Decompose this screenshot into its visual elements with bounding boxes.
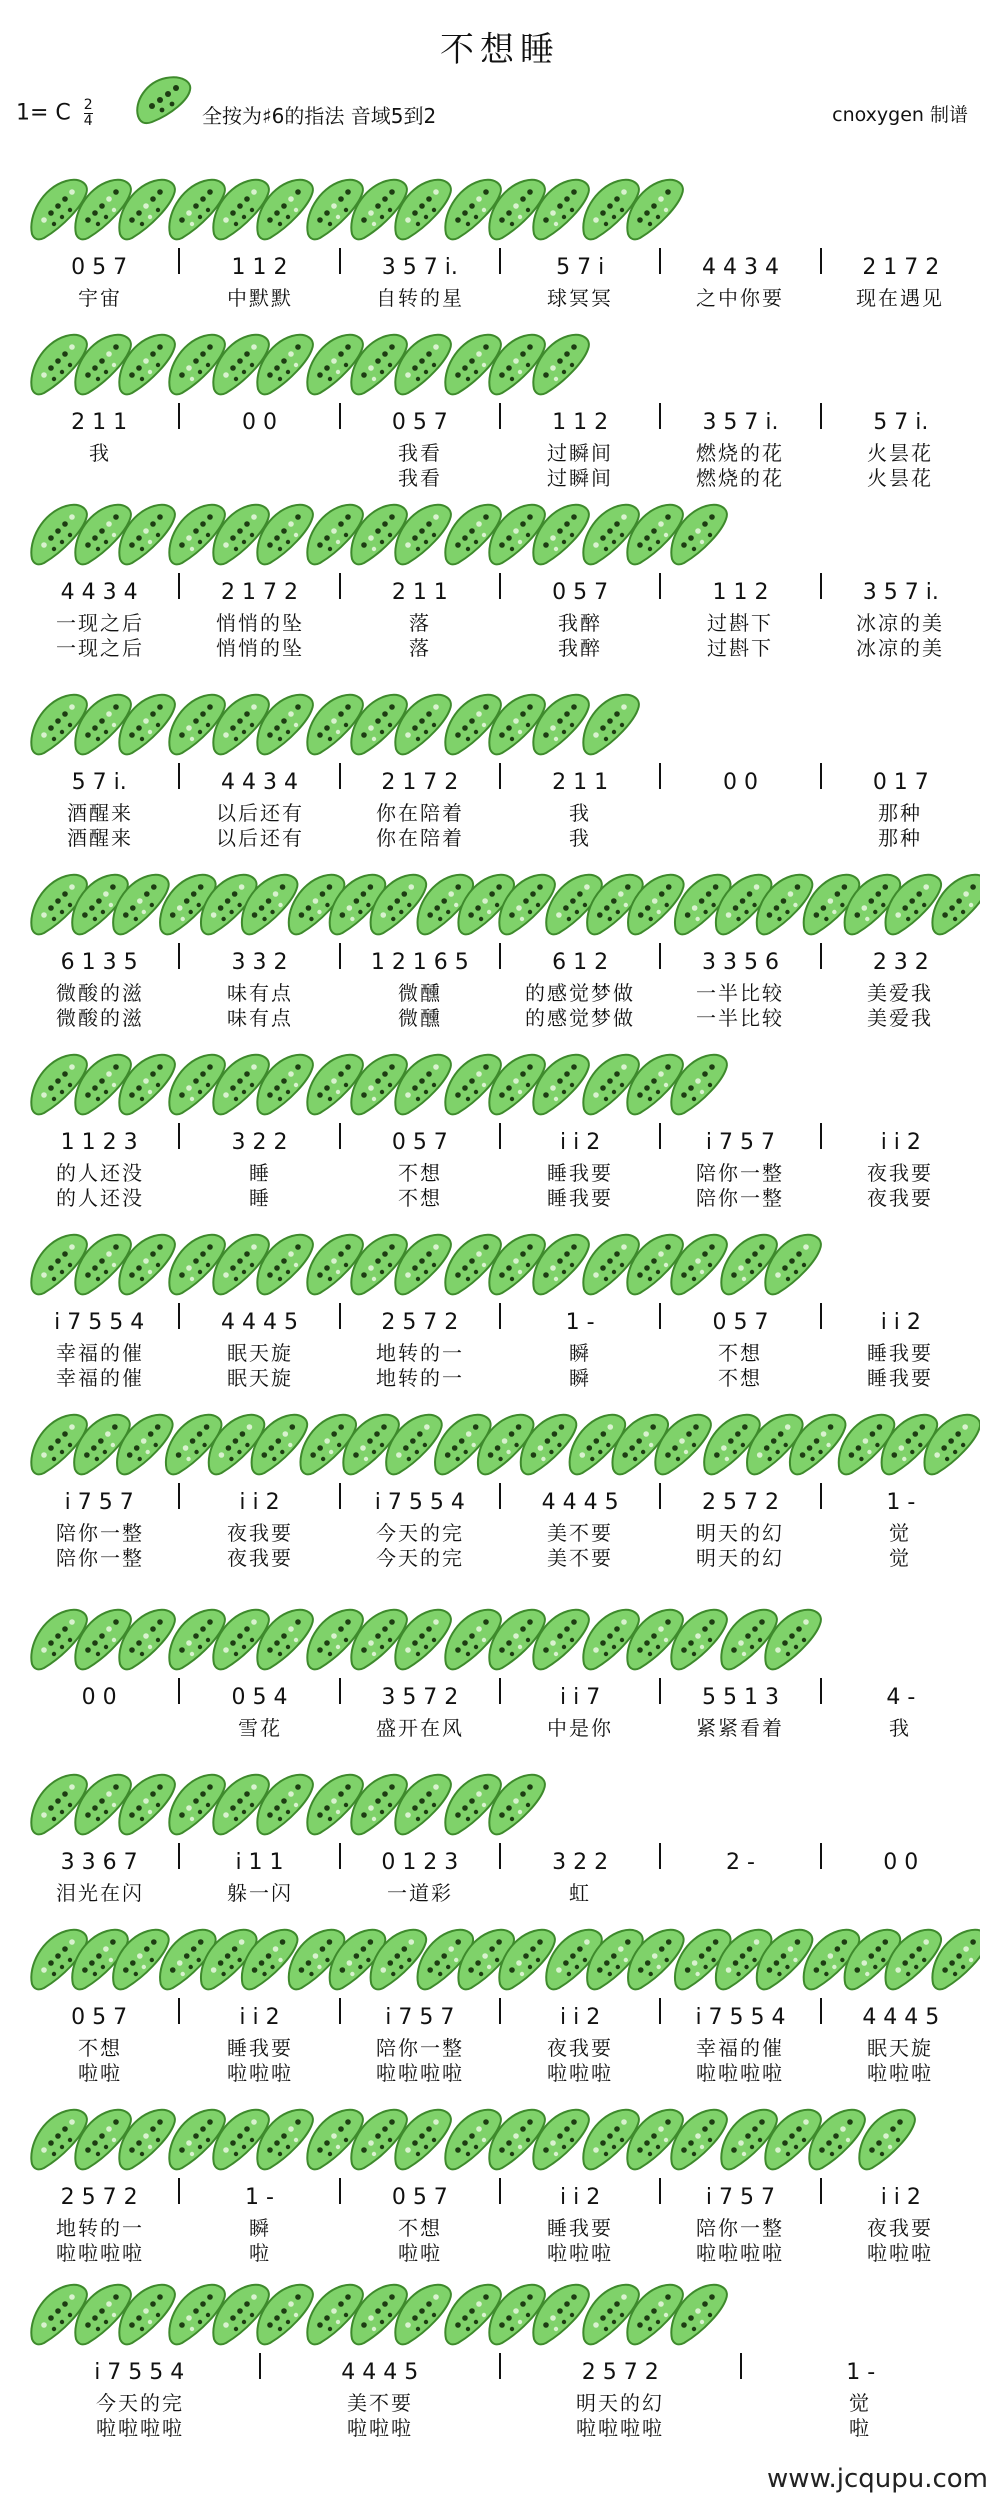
lyric-segment: 美爱我 — [867, 981, 933, 1005]
note-row — [20, 1303, 980, 1335]
score-system — [20, 170, 980, 320]
lyric-segment: 陪你一整 — [56, 1546, 144, 1570]
lyric-segment: 明天的幻 — [576, 2391, 664, 2415]
lyric-segment: 以后还有 — [216, 801, 304, 825]
lyric-segment: 一半比较 — [696, 1006, 784, 1030]
lyric-segment: 现在遇见 — [856, 286, 944, 310]
lyric-segment: 我看 — [398, 466, 442, 490]
time-signature — [84, 98, 93, 129]
measure: 2 1 7 2 — [381, 770, 459, 795]
measure: 0 5 4 — [231, 1685, 288, 1710]
measure: 4 4 3 4 — [60, 580, 138, 605]
measure: i i 7 — [560, 1685, 601, 1710]
lyric-segment: 躲一闪 — [227, 1881, 293, 1905]
song-title: 不想睡 — [440, 30, 560, 70]
lyric-segment: 地转的一 — [56, 2216, 144, 2240]
lyric-segment — [820, 1877, 980, 1906]
lyric-segment: 夜我要 — [867, 1186, 933, 1210]
note-row — [20, 573, 980, 605]
lyric-segment: 幸福的催 — [56, 1366, 144, 1390]
lyric-segment: 眠天旋 — [227, 1341, 293, 1365]
measure: 1 1 2 — [552, 410, 609, 435]
lyric-segment: 的人还没 — [56, 1186, 144, 1210]
measure: 0 5 7 — [71, 2005, 128, 2030]
lyric-segment: 一道彩 — [387, 1881, 453, 1905]
measure: 1 2 1 6 5 — [370, 950, 469, 975]
measure: 2 5 7 2 — [581, 2360, 659, 2385]
lyric-segment: 的人还没 — [56, 1161, 144, 1185]
lyric-segment: 我醉 — [558, 636, 602, 660]
lyric-line-2 — [20, 1002, 980, 1031]
lyric-segment: 今天的完 — [376, 1546, 464, 1570]
ocarina-fingering-row — [20, 1225, 980, 1303]
lyric-segment: 以后还有 — [216, 826, 304, 850]
lyric-segment: 不想 — [718, 1341, 762, 1365]
score-system — [20, 1405, 980, 1570]
lyric-segment: 味有点 — [227, 1006, 293, 1030]
lyric-line-1 — [20, 282, 980, 311]
key-signature — [16, 98, 93, 129]
ocarina-fingering-row — [20, 1600, 980, 1678]
lyric-segment: 过斟下 — [707, 611, 773, 635]
measure: i i 2 — [239, 2005, 280, 2030]
measure: 6 1 2 — [552, 950, 609, 975]
measure: 3 3 6 7 — [60, 1850, 138, 1875]
ocarina-fingering-row — [20, 2275, 980, 2353]
measure: 1 - — [886, 1490, 916, 1515]
lyric-segment: 中默默 — [227, 286, 293, 310]
note-row — [20, 763, 980, 795]
measure: 0 1 7 — [872, 770, 929, 795]
note-row — [20, 403, 980, 435]
measure: 2 - — [726, 1850, 755, 1875]
note-row — [20, 1678, 980, 1710]
lyric-segment: 啦啦 — [398, 2241, 442, 2265]
measure: i i 2 — [560, 1130, 601, 1155]
measure: i i 2 — [880, 1310, 921, 1335]
lyric-segment: 觉 — [889, 1546, 911, 1570]
lyric-segment: 不想 — [78, 2036, 122, 2060]
lyric-segment: 瞬 — [569, 1366, 591, 1390]
measure: 1 - — [846, 2360, 876, 2385]
lyric-segment: 悄悄的坠 — [216, 636, 304, 660]
measure: 2 3 2 — [872, 950, 929, 975]
lyric-segment — [660, 1877, 820, 1906]
lyric-segment: 我醉 — [558, 611, 602, 635]
measure: 6 1 3 5 — [60, 950, 138, 975]
time-bottom: 4 — [83, 113, 93, 129]
lyric-segment: 火昙花 — [867, 466, 933, 490]
score-system — [20, 2100, 980, 2265]
lyric-segment: 睡我要 — [867, 1341, 933, 1365]
measure: 1 - — [245, 2185, 274, 2210]
score-system — [20, 1920, 980, 2085]
lyric-segment: 睡我要 — [867, 1366, 933, 1390]
lyric-segment: 啦啦啦啦 — [576, 2416, 664, 2440]
ocarina-fingering-row — [20, 325, 980, 403]
lyric-segment: 不想 — [398, 2216, 442, 2240]
lyric-segment: 雪花 — [238, 1716, 282, 1740]
note-row — [20, 1998, 980, 2030]
score-system — [20, 1225, 980, 1390]
ocarina-fingering-row — [20, 1045, 980, 1123]
lyric-segment: 啦啦啦啦 — [696, 2061, 784, 2085]
measure: 4 4 4 5 — [541, 1490, 619, 1515]
measure: 3 2 2 — [231, 1130, 288, 1155]
measure: i i 2 — [880, 2185, 921, 2210]
lyric-segment: 一现之后 — [56, 636, 144, 660]
measure: 2 1 7 2 — [221, 580, 298, 605]
ocarina-fingering-row — [20, 865, 980, 943]
note-row — [20, 2178, 980, 2210]
lyric-segment: 夜我要 — [867, 2216, 933, 2240]
measure: 3 3 5 6 — [701, 950, 779, 975]
lyric-segment: 觉 — [849, 2391, 871, 2415]
ocarina-icon — [583, 695, 639, 755]
measure: 0 0 — [241, 410, 277, 435]
measure: 0 5 7 — [391, 1130, 448, 1155]
lyric-segment: 盛开在风 — [376, 1716, 464, 1740]
score-system — [20, 1765, 980, 1915]
measure: 5 7 i. — [71, 770, 127, 795]
lyric-segment: 陪你一整 — [696, 2216, 784, 2240]
measure: i 7 5 7 — [64, 1490, 134, 1515]
measure: 3 5 7 i. — [862, 580, 939, 605]
measure: 4 - — [886, 1685, 916, 1710]
lyric-segment: 睡我要 — [227, 2036, 293, 2060]
lyric-segment: 一现之后 — [56, 611, 144, 635]
lyric-segment: 今天的完 — [376, 1521, 464, 1545]
lyric-line-2 — [20, 2412, 980, 2441]
lyric-segment: 你在陪着 — [376, 826, 464, 850]
lyric-segment: 酒醒来 — [67, 826, 133, 850]
measure: 1 1 2 — [712, 580, 769, 605]
lyric-segment: 睡 — [249, 1186, 271, 1210]
lyric-segment: 燃烧的花 — [696, 441, 784, 465]
lyric-line-2 — [20, 1542, 980, 1571]
lyric-segment: 夜我要 — [227, 1521, 293, 1545]
lyric-segment: 我看 — [398, 441, 442, 465]
lyric-segment: 微酸的滋 — [56, 1006, 144, 1030]
lyric-segment: 地转的一 — [376, 1366, 464, 1390]
measure: 2 1 1 — [71, 410, 128, 435]
measure: 0 5 7 — [391, 2185, 448, 2210]
ocarina-fingering-row — [20, 170, 980, 248]
ocarina-fingering-row — [20, 685, 980, 763]
note-row — [20, 943, 980, 975]
lyric-segment: 之中你要 — [696, 286, 784, 310]
lyric-segment: 冰凉的美 — [856, 611, 944, 635]
lyric-segment: 那种 — [878, 826, 922, 850]
note-row — [20, 1843, 980, 1875]
measure: i i 2 — [560, 2005, 601, 2030]
lyric-segment: 今天的完 — [96, 2391, 184, 2415]
lyric-segment: 夜我要 — [867, 1161, 933, 1185]
lyric-segment: 啦啦啦啦 — [696, 2241, 784, 2265]
measure: i 7 5 7 — [385, 2005, 455, 2030]
lyric-segment: 啦啦啦 — [227, 2061, 293, 2085]
lyric-segment: 自转的星 — [376, 286, 464, 310]
lyric-segment: 睡我要 — [547, 1186, 613, 1210]
lyric-segment: 我 — [889, 1716, 911, 1740]
lyric-segment: 啦 — [249, 2241, 271, 2265]
ocarina-fingering-row — [20, 2100, 980, 2178]
measure: 2 5 7 2 — [701, 1490, 779, 1515]
lyric-segment: 一半比较 — [696, 981, 784, 1005]
lyric-segment: 睡我要 — [547, 2216, 613, 2240]
measure: 0 0 — [722, 770, 758, 795]
lyric-segment: 味有点 — [227, 981, 293, 1005]
lyric-line-2 — [20, 2237, 980, 2266]
measure: 0 5 7 — [71, 255, 128, 280]
time-top: 2 — [83, 97, 93, 113]
measure: i 1 1 — [235, 1850, 284, 1875]
measure: 2 1 7 2 — [862, 255, 940, 280]
lyric-segment: 美不要 — [547, 1546, 613, 1570]
lyric-line-1 — [20, 1877, 980, 1906]
measure: 0 0 — [81, 1685, 117, 1710]
note-row — [20, 1483, 980, 1515]
lyric-segment: 的感觉梦做 — [525, 1006, 635, 1030]
ocarina-fingering-row — [20, 1405, 980, 1483]
lyric-segment: 悄悄的坠 — [216, 611, 304, 635]
lyric-segment — [20, 462, 180, 491]
lyric-segment: 中是你 — [547, 1716, 613, 1740]
lyric-segment: 睡我要 — [547, 1161, 613, 1185]
measure: 4 4 3 4 — [221, 770, 298, 795]
measure: 5 5 1 3 — [701, 1685, 779, 1710]
lyric-segment: 冰凉的美 — [856, 636, 944, 660]
lyric-segment: 不想 — [398, 1161, 442, 1185]
measure: 2 1 1 — [391, 580, 448, 605]
lyric-segment — [180, 462, 340, 491]
lyric-segment: 夜我要 — [547, 2036, 613, 2060]
lyric-segment: 夜我要 — [227, 1546, 293, 1570]
lyric-segment: 酒醒来 — [67, 801, 133, 825]
lyric-segment: 啦啦啦 — [547, 2241, 613, 2265]
lyric-segment: 啦啦啦 — [867, 2241, 933, 2265]
lyric-segment: 虹 — [569, 1881, 591, 1905]
score-system — [20, 1045, 980, 1210]
measure: 1 1 2 3 — [60, 1130, 138, 1155]
lyric-line-2 — [20, 1182, 980, 1211]
lyric-line-2 — [20, 462, 980, 491]
measure: 0 5 7 — [391, 410, 448, 435]
measure: 0 5 7 — [712, 1310, 769, 1335]
lyric-segment: 啦啦啦啦 — [96, 2416, 184, 2440]
lyric-segment: 不想 — [398, 1186, 442, 1210]
lyric-segment: 陪你一整 — [56, 1521, 144, 1545]
lyric-segment: 陪你一整 — [696, 1186, 784, 1210]
score-system — [20, 865, 980, 1030]
measure: i i 2 — [560, 2185, 601, 2210]
measure: 2 1 1 — [552, 770, 609, 795]
lyric-segment: 幸福的催 — [56, 1341, 144, 1365]
lyric-line-2 — [20, 2057, 980, 2086]
score-system — [20, 2275, 980, 2440]
measure: 4 4 4 5 — [862, 2005, 940, 2030]
lyric-segment: 陪你一整 — [376, 2036, 464, 2060]
lyric-segment: 的感觉梦做 — [525, 981, 635, 1005]
measure: 1 - — [565, 1310, 595, 1335]
measure: i 7 5 5 4 — [695, 2005, 786, 2030]
ocarina-legend-icon — [132, 72, 196, 132]
lyric-segment: 落 — [409, 611, 431, 635]
lyric-line-1 — [20, 1712, 980, 1741]
measure: 3 2 2 — [552, 1850, 609, 1875]
note-row — [20, 2353, 980, 2385]
measure: i 7 5 7 — [705, 1130, 776, 1155]
score-system — [20, 685, 980, 850]
lyric-segment: 美不要 — [547, 1521, 613, 1545]
lyric-segment: 燃烧的花 — [696, 466, 784, 490]
lyric-segment: 火昙花 — [867, 441, 933, 465]
ocarina-fingering-row — [20, 495, 980, 573]
author-credit: cnoxygen 制谱 — [832, 104, 968, 126]
measure: 1 1 2 — [231, 255, 288, 280]
lyric-segment: 啦啦 — [78, 2061, 122, 2085]
measure: 4 4 4 5 — [221, 1310, 298, 1335]
measure: 0 5 7 — [552, 580, 609, 605]
site-watermark: www.jcqupu.com — [767, 2464, 988, 2494]
lyric-segment: 微醺 — [398, 1006, 442, 1030]
measure: i 7 5 5 4 — [374, 1490, 465, 1515]
measure: 3 3 2 — [231, 950, 288, 975]
ocarina-fingering-row — [20, 1765, 980, 1843]
lyric-line-2 — [20, 632, 980, 661]
lyric-segment: 啦啦啦 — [547, 2061, 613, 2085]
lyric-segment: 宇宙 — [78, 286, 122, 310]
lyric-segment: 我 — [569, 801, 591, 825]
lyric-segment: 紧紧看着 — [696, 1716, 784, 1740]
lyric-segment: 美不要 — [347, 2391, 413, 2415]
lyric-segment: 明天的幻 — [696, 1546, 784, 1570]
measure: 4 4 4 5 — [341, 2360, 419, 2385]
ocarina-icon — [859, 2110, 915, 2170]
lyric-segment: 过瞬间 — [547, 441, 613, 465]
lyric-segment: 瞬 — [249, 2216, 271, 2240]
lyric-segment: 明天的幻 — [696, 1521, 784, 1545]
note-row — [20, 1123, 980, 1155]
lyric-segment: 不想 — [718, 1366, 762, 1390]
measure: 0 1 2 3 — [381, 1850, 459, 1875]
measure: i 7 5 7 — [705, 2185, 776, 2210]
measure: 3 5 7 i. — [702, 410, 779, 435]
lyric-segment: 我 — [89, 441, 111, 465]
lyric-segment — [20, 1712, 180, 1741]
lyric-segment: 微酸的滋 — [56, 981, 144, 1005]
lyric-segment: 眠天旋 — [227, 1366, 293, 1390]
lyric-segment: 过斟下 — [707, 636, 773, 660]
lyric-segment: 球冥冥 — [547, 286, 613, 310]
lyric-segment: 幸福的催 — [696, 2036, 784, 2060]
lyric-segment: 觉 — [889, 1521, 911, 1545]
key-label: 1= C — [16, 100, 71, 126]
lyric-segment: 眠天旋 — [867, 2036, 933, 2060]
lyric-segment: 啦啦啦 — [867, 2061, 933, 2085]
lyric-segment: 你在陪着 — [376, 801, 464, 825]
lyric-segment: 那种 — [878, 801, 922, 825]
lyric-segment: 啦 — [849, 2416, 871, 2440]
lyric-segment: 啦啦啦 — [347, 2416, 413, 2440]
ocarina-fingering-row — [20, 1920, 980, 1998]
lyric-segment: 睡 — [249, 1161, 271, 1185]
measure: i i 2 — [880, 1130, 921, 1155]
lyric-segment: 瞬 — [569, 1341, 591, 1365]
measure: 3 5 7 i. — [381, 255, 458, 280]
measure: 5 7 i. — [873, 410, 929, 435]
lyric-segment: 落 — [409, 636, 431, 660]
measure: 5 7 i — [556, 255, 605, 280]
score-system — [20, 325, 980, 490]
measure: 3 5 7 2 — [381, 1685, 459, 1710]
fingering-note: 全按为♯6的指法 音域5到2 — [202, 104, 437, 128]
lyric-line-2 — [20, 822, 980, 851]
score-system — [20, 1600, 980, 1750]
lyric-segment: 陪你一整 — [696, 1161, 784, 1185]
lyric-segment: 泪光在闪 — [56, 1881, 144, 1905]
lyric-line-2 — [20, 1362, 980, 1391]
measure: i 7 5 5 4 — [94, 2360, 185, 2385]
score-system — [20, 495, 980, 660]
measure: 2 5 7 2 — [60, 2185, 138, 2210]
lyric-segment: 过瞬间 — [547, 466, 613, 490]
note-row — [20, 248, 980, 280]
lyric-segment: 我 — [569, 826, 591, 850]
measure: 4 4 3 4 — [701, 255, 779, 280]
measure: 2 5 7 2 — [381, 1310, 459, 1335]
measure: i i 2 — [239, 1490, 280, 1515]
lyric-segment: 微醺 — [398, 981, 442, 1005]
lyric-segment: 啦啦啦啦 — [376, 2061, 464, 2085]
measure: 0 0 — [883, 1850, 919, 1875]
lyric-segment — [660, 822, 820, 851]
lyric-segment: 啦啦啦啦 — [56, 2241, 144, 2265]
lyric-segment: 地转的一 — [376, 1341, 464, 1365]
measure: i 7 5 5 4 — [54, 1310, 145, 1335]
lyric-segment: 美爱我 — [867, 1006, 933, 1030]
